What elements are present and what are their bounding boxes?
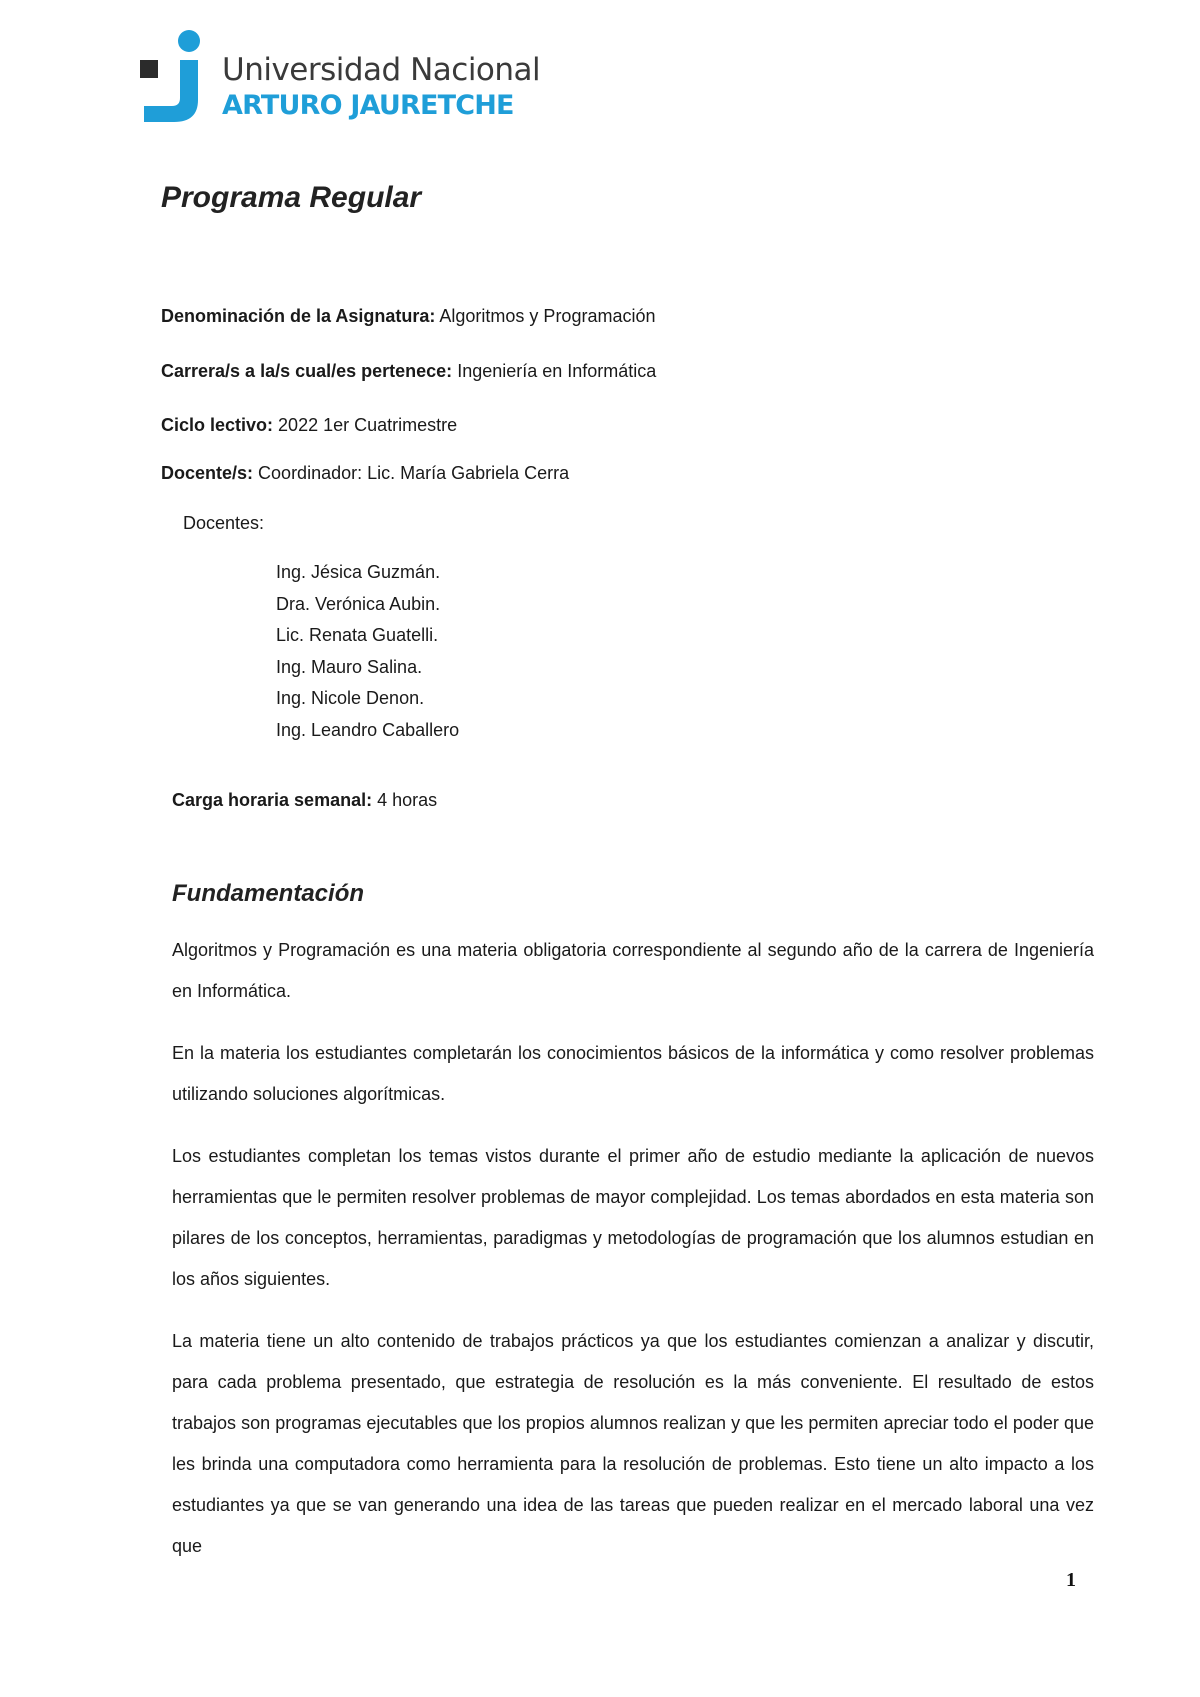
field-label: Carga horaria semanal: <box>172 790 373 810</box>
docente-item: Ing. Jésica Guzmán. <box>276 562 441 582</box>
field-carga-horaria <box>172 790 437 811</box>
docente-item: Dra. Verónica Aubin. <box>276 593 441 614</box>
logo-university-subname: ARTURO JAURETCHE <box>222 90 514 121</box>
paragraph: Los estudiantes completan los temas vistos durante el primer año de estudio mediante la aplicación de nuevos herramientas que le permiten resolver problemas de mayor complejidad. Los temas abordados en esta materia son pilares de los conceptos, herramientas, paradigmas y metodologías de programación que los alumnos estudian en los años siguientes. <box>172 1146 1094 1289</box>
page-number: 1 <box>1066 1569 1076 1591</box>
docente-item: Ing. Mauro Salina. <box>276 656 423 677</box>
docentes-label: Docentes: <box>183 513 265 533</box>
university-logo <box>140 26 540 126</box>
docente-item: Ing. Leandro Caballero <box>276 719 460 740</box>
docentes-list <box>276 557 459 747</box>
paragraph: Algoritmos y Programación es una materia obligatoria correspondiente al segundo año de la carrera de Ingeniería en Informática. <box>172 940 1094 1001</box>
university-logo-mark <box>140 26 212 126</box>
field-label: Carrera/s a la/s cual/es pertenece: <box>161 361 453 381</box>
field-ciclo-lectivo <box>161 415 457 436</box>
section-title-fundamentacion: Fundamentación <box>172 880 365 907</box>
docente-item: Lic. Renata Guatelli. <box>276 625 439 646</box>
paragraph: La materia tiene un alto contenido de trabajos prácticos ya que los estudiantes comienzan a analizar y discutir, para cada problema presentado, que estrategia de resolución es la más conveniente. El resultado de estos trabajos son programas ejecutables que los propios alumnos realizan y que les permiten apreciar todo el poder que les brinda una computadora como herramienta para la resolución de problemas. Esto tiene un alto impacto a los estudiantes ya que se van generando una idea de las tareas que pueden realizar en el mercado laboral una vez que <box>172 1331 1094 1556</box>
field-value: Coordinador: Lic. María Gabriela Cerra <box>258 463 570 483</box>
field-label: Docente/s: <box>161 463 254 483</box>
field-asignatura <box>161 306 656 327</box>
document-title: Programa Regular <box>161 181 422 214</box>
docente-item: Ing. Nicole Denon. <box>276 688 425 709</box>
field-docentes <box>161 463 569 484</box>
field-label: Ciclo lectivo: <box>161 415 274 435</box>
field-value: 4 horas <box>377 790 438 810</box>
field-carrera <box>161 361 656 382</box>
field-label: Denominación de la Asignatura: <box>161 306 436 326</box>
field-value: Ingeniería en Informática <box>457 361 657 381</box>
field-value: Algoritmos y Programación <box>439 306 656 326</box>
paragraph: En la materia los estudiantes completarán los conocimientos básicos de la informática y como resolver problemas utilizando soluciones algorítmicas. <box>172 1043 1094 1104</box>
field-value: 2022 1er Cuatrimestre <box>278 415 458 435</box>
logo-university-name: Universidad Nacional <box>222 52 541 88</box>
